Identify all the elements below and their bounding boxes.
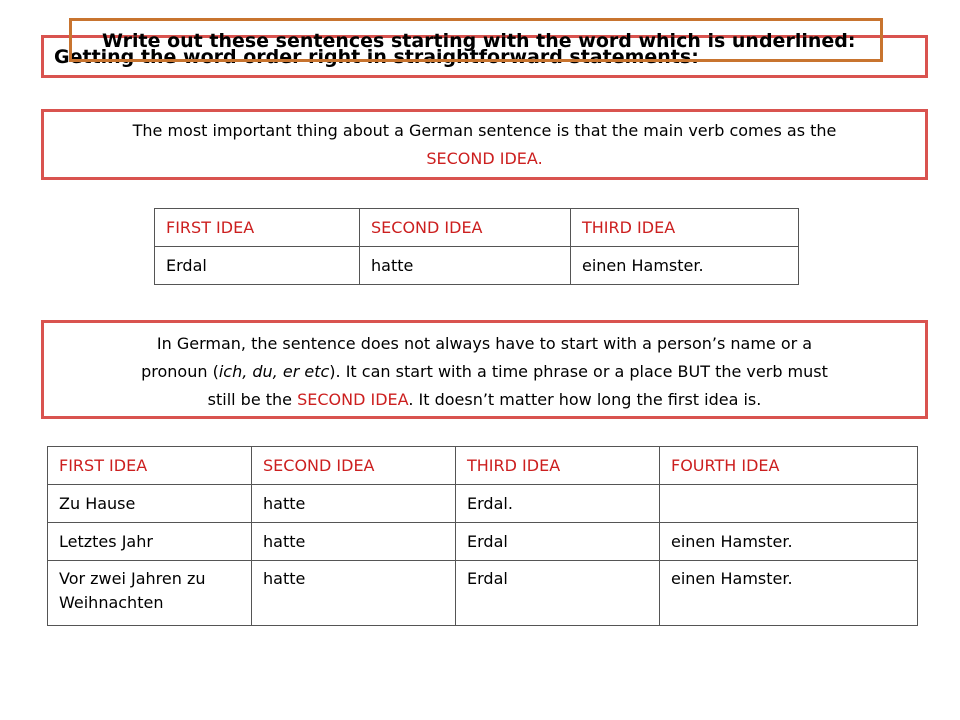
table-cell: einen Hamster. <box>660 523 918 561</box>
note2-line3-post: . It doesn’t matter how long the first idea is. <box>408 390 762 409</box>
header-cell: FIRST IDEA <box>155 209 360 247</box>
table-cell: einen Hamster. <box>571 247 799 285</box>
note2-highlight: SECOND IDEA <box>297 390 409 409</box>
header-cell: FOURTH IDEA <box>660 447 918 485</box>
table-row <box>48 561 918 626</box>
table-cell: einen Hamster. <box>660 561 918 626</box>
header-cell: SECOND IDEA <box>360 209 571 247</box>
note2-line2-post: ). It can start with a time phrase or a place BUT the verb must <box>329 362 828 381</box>
word-order-table-extended <box>47 446 918 626</box>
table-cell: Erdal <box>456 523 660 561</box>
title-text: Write out these sentences starting with the word which is underlined: <box>102 30 856 52</box>
note2-line1: In German, the sentence does not always have to start with a person’s name or a <box>156 334 813 353</box>
table-cell: Erdal <box>456 561 660 626</box>
note2-pronoun-examples: ich, du, er etc <box>218 362 330 381</box>
table-header-row <box>48 447 918 485</box>
note1-highlight: SECOND IDEA. <box>426 149 543 168</box>
table-cell <box>660 485 918 523</box>
table-row <box>155 247 799 285</box>
second-idea-note <box>41 109 928 180</box>
note2-line3-pre: still be the <box>207 390 298 409</box>
table-cell: Zu Hause <box>48 485 252 523</box>
table-cell: Erdal. <box>456 485 660 523</box>
table-cell: hatte <box>252 561 456 626</box>
table-cell: Erdal <box>155 247 360 285</box>
table-cell: hatte <box>252 485 456 523</box>
subtitle-text: Getting the word order right in straightforward statements: <box>54 46 699 68</box>
header-cell: THIRD IDEA <box>456 447 660 485</box>
table-header-row <box>155 209 799 247</box>
note1-text: The most important thing about a German sentence is that the main verb comes as the <box>132 121 837 140</box>
table-cell: Vor zwei Jahren zu Weihnachten <box>48 561 252 626</box>
header-cell: FIRST IDEA <box>48 447 252 485</box>
header-cell: THIRD IDEA <box>571 209 799 247</box>
note2-line2-pre: pronoun ( <box>141 362 219 381</box>
word-order-table-basic <box>154 208 799 285</box>
header-cell: SECOND IDEA <box>252 447 456 485</box>
title-box <box>69 18 883 62</box>
table-cell: hatte <box>252 523 456 561</box>
table-cell: hatte <box>360 247 571 285</box>
table-cell: Letztes Jahr <box>48 523 252 561</box>
first-idea-note <box>41 320 928 419</box>
table-row <box>48 523 918 561</box>
table-row <box>48 485 918 523</box>
